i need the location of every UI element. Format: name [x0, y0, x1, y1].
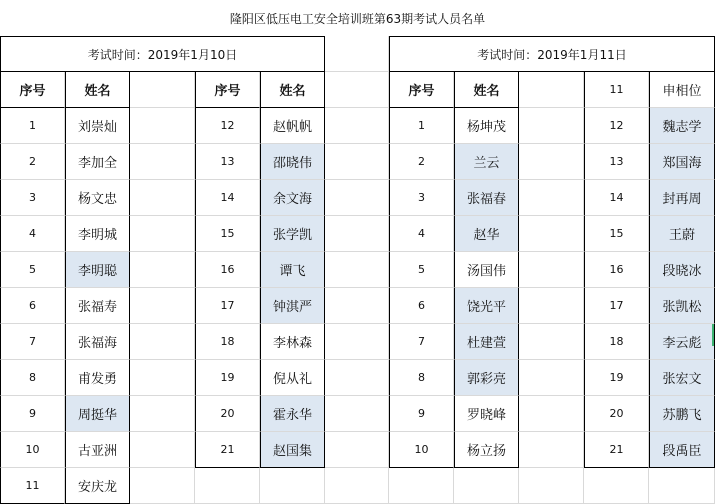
- seq-cell[interactable]: 14: [195, 180, 260, 216]
- spacer-cell[interactable]: [130, 432, 195, 468]
- name-cell[interactable]: 刘崇灿: [65, 108, 130, 144]
- spacer-cell[interactable]: [130, 288, 195, 324]
- seq-cell[interactable]: 13: [195, 144, 260, 180]
- seq-cell[interactable]: 16: [584, 252, 649, 288]
- empty-cell[interactable]: [454, 468, 519, 504]
- spacer-cell[interactable]: [130, 360, 195, 396]
- column-header-name[interactable]: 姓名: [260, 72, 325, 108]
- name-cell[interactable]: 赵华: [454, 216, 519, 252]
- seq-cell[interactable]: 4: [389, 216, 454, 252]
- name-cell[interactable]: 李云彪: [649, 324, 715, 360]
- seq-cell[interactable]: 12: [195, 108, 260, 144]
- spacer-cell[interactable]: [130, 144, 195, 180]
- seq-cell[interactable]: 4: [0, 216, 65, 252]
- seq-cell[interactable]: 18: [584, 324, 649, 360]
- seq-cell[interactable]: 21: [195, 432, 260, 468]
- spacer-cell[interactable]: [519, 324, 584, 360]
- seq-cell[interactable]: 1: [0, 108, 65, 144]
- seq-cell[interactable]: 9: [0, 396, 65, 432]
- spacer-cell[interactable]: [325, 432, 389, 468]
- seq-cell[interactable]: 2: [389, 144, 454, 180]
- empty-cell[interactable]: [260, 468, 325, 504]
- seq-cell[interactable]: 19: [195, 360, 260, 396]
- spacer-cell[interactable]: [519, 216, 584, 252]
- name-cell[interactable]: 杨文忠: [65, 180, 130, 216]
- spacer-cell[interactable]: [130, 108, 195, 144]
- name-cell[interactable]: 张福寿: [65, 288, 130, 324]
- seq-cell[interactable]: 13: [584, 144, 649, 180]
- spacer-cell[interactable]: [325, 108, 389, 144]
- name-cell[interactable]: 张学凯: [260, 216, 325, 252]
- name-cell[interactable]: 杜建萱: [454, 324, 519, 360]
- spacer-cell[interactable]: [325, 252, 389, 288]
- spacer-cell[interactable]: [519, 468, 584, 504]
- spacer-cell[interactable]: [519, 72, 584, 108]
- date-header-day1[interactable]: 考试时间：2019年1月10日: [0, 36, 325, 72]
- spacer-cell[interactable]: [130, 468, 195, 504]
- spacer-cell[interactable]: [325, 360, 389, 396]
- seq-cell[interactable]: 20: [584, 396, 649, 432]
- empty-cell[interactable]: [389, 468, 454, 504]
- name-cell[interactable]: 封再周: [649, 180, 715, 216]
- name-cell[interactable]: 苏鹏飞: [649, 396, 715, 432]
- seq-cell[interactable]: 11: [584, 72, 649, 108]
- seq-cell[interactable]: 5: [0, 252, 65, 288]
- name-cell[interactable]: 段禹臣: [649, 432, 715, 468]
- seq-cell[interactable]: 6: [389, 288, 454, 324]
- seq-cell[interactable]: 7: [389, 324, 454, 360]
- name-cell[interactable]: 王蔚: [649, 216, 715, 252]
- name-cell[interactable]: 郑国海: [649, 144, 715, 180]
- name-cell[interactable]: 张福海: [65, 324, 130, 360]
- seq-cell[interactable]: 7: [0, 324, 65, 360]
- seq-cell[interactable]: 6: [0, 288, 65, 324]
- column-header-name[interactable]: 姓名: [454, 72, 519, 108]
- seq-cell[interactable]: 10: [389, 432, 454, 468]
- spacer-cell[interactable]: [130, 180, 195, 216]
- spacer-cell[interactable]: [519, 180, 584, 216]
- seq-cell[interactable]: 9: [389, 396, 454, 432]
- seq-cell[interactable]: 10: [0, 432, 65, 468]
- name-cell[interactable]: 魏志学: [649, 108, 715, 144]
- name-cell[interactable]: 兰云: [454, 144, 519, 180]
- column-header-name[interactable]: 姓名: [65, 72, 130, 108]
- seq-cell[interactable]: 17: [584, 288, 649, 324]
- spacer-cell[interactable]: [325, 36, 389, 72]
- sheet-title: 隆阳区低压电工安全培训班第63期考试人员名单: [0, 0, 715, 36]
- name-cell[interactable]: 余文海: [260, 180, 325, 216]
- empty-cell[interactable]: [584, 468, 649, 504]
- spacer-cell[interactable]: [519, 432, 584, 468]
- spacer-cell[interactable]: [130, 252, 195, 288]
- name-cell[interactable]: 饶光平: [454, 288, 519, 324]
- name-cell[interactable]: 张凯松: [649, 288, 715, 324]
- seq-cell[interactable]: 14: [584, 180, 649, 216]
- column-header-seq[interactable]: 序号: [0, 72, 65, 108]
- name-cell[interactable]: 古亚洲: [65, 432, 130, 468]
- seq-cell[interactable]: 12: [584, 108, 649, 144]
- name-cell[interactable]: 段晓冰: [649, 252, 715, 288]
- seq-cell[interactable]: 15: [195, 216, 260, 252]
- name-cell[interactable]: 李明城: [65, 216, 130, 252]
- column-header-seq[interactable]: 序号: [195, 72, 260, 108]
- seq-cell[interactable]: 21: [584, 432, 649, 468]
- name-cell[interactable]: 李明聪: [65, 252, 130, 288]
- name-cell[interactable]: 罗晓峰: [454, 396, 519, 432]
- empty-cell[interactable]: [195, 468, 260, 504]
- name-cell[interactable]: 钟淇严: [260, 288, 325, 324]
- spacer-cell[interactable]: [325, 180, 389, 216]
- name-cell[interactable]: 周挺华: [65, 396, 130, 432]
- name-cell[interactable]: 张宏文: [649, 360, 715, 396]
- seq-cell[interactable]: 3: [0, 180, 65, 216]
- seq-cell[interactable]: 3: [389, 180, 454, 216]
- spacer-cell[interactable]: [325, 144, 389, 180]
- name-cell[interactable]: 汤国伟: [454, 252, 519, 288]
- name-cell[interactable]: 张福春: [454, 180, 519, 216]
- spacer-cell[interactable]: [130, 396, 195, 432]
- name-cell[interactable]: 李加全: [65, 144, 130, 180]
- date-header-day2[interactable]: 考试时间：2019年1月11日: [389, 36, 715, 72]
- seq-cell[interactable]: 8: [389, 360, 454, 396]
- spacer-cell[interactable]: [325, 72, 389, 108]
- spacer-cell[interactable]: [130, 324, 195, 360]
- spacer-cell[interactable]: [325, 324, 389, 360]
- spacer-cell[interactable]: [325, 468, 389, 504]
- seq-cell[interactable]: 11: [0, 468, 65, 504]
- seq-cell[interactable]: 5: [389, 252, 454, 288]
- spacer-cell[interactable]: [519, 396, 584, 432]
- seq-cell[interactable]: 18: [195, 324, 260, 360]
- name-cell[interactable]: 谭飞: [260, 252, 325, 288]
- name-cell[interactable]: 李林森: [260, 324, 325, 360]
- cell-selection-marker: [712, 324, 714, 346]
- seq-cell[interactable]: 8: [0, 360, 65, 396]
- spacer-cell[interactable]: [325, 396, 389, 432]
- name-cell[interactable]: 杨坤茂: [454, 108, 519, 144]
- name-cell[interactable]: 赵帆帆: [260, 108, 325, 144]
- name-cell[interactable]: 霍永华: [260, 396, 325, 432]
- name-cell[interactable]: 赵国集: [260, 432, 325, 468]
- seq-cell[interactable]: 17: [195, 288, 260, 324]
- column-header-seq[interactable]: 序号: [389, 72, 454, 108]
- spacer-cell[interactable]: [130, 72, 195, 108]
- seq-cell[interactable]: 19: [584, 360, 649, 396]
- spacer-cell[interactable]: [519, 144, 584, 180]
- name-cell[interactable]: 安庆龙: [65, 468, 130, 504]
- name-cell[interactable]: 申相位: [649, 72, 715, 108]
- spacer-cell[interactable]: [519, 252, 584, 288]
- spacer-cell[interactable]: [519, 360, 584, 396]
- seq-cell[interactable]: 15: [584, 216, 649, 252]
- name-cell[interactable]: 邵晓伟: [260, 144, 325, 180]
- seq-cell[interactable]: 20: [195, 396, 260, 432]
- spacer-cell[interactable]: [325, 216, 389, 252]
- name-cell[interactable]: 杨立扬: [454, 432, 519, 468]
- seq-cell[interactable]: 1: [389, 108, 454, 144]
- spacer-cell[interactable]: [130, 216, 195, 252]
- name-cell[interactable]: 倪从礼: [260, 360, 325, 396]
- spacer-cell[interactable]: [519, 288, 584, 324]
- seq-cell[interactable]: 16: [195, 252, 260, 288]
- seq-cell[interactable]: 2: [0, 144, 65, 180]
- spacer-cell[interactable]: [519, 108, 584, 144]
- spacer-cell[interactable]: [325, 288, 389, 324]
- name-cell[interactable]: 甫发勇: [65, 360, 130, 396]
- name-cell[interactable]: 郭彩亮: [454, 360, 519, 396]
- empty-cell[interactable]: [649, 468, 715, 504]
